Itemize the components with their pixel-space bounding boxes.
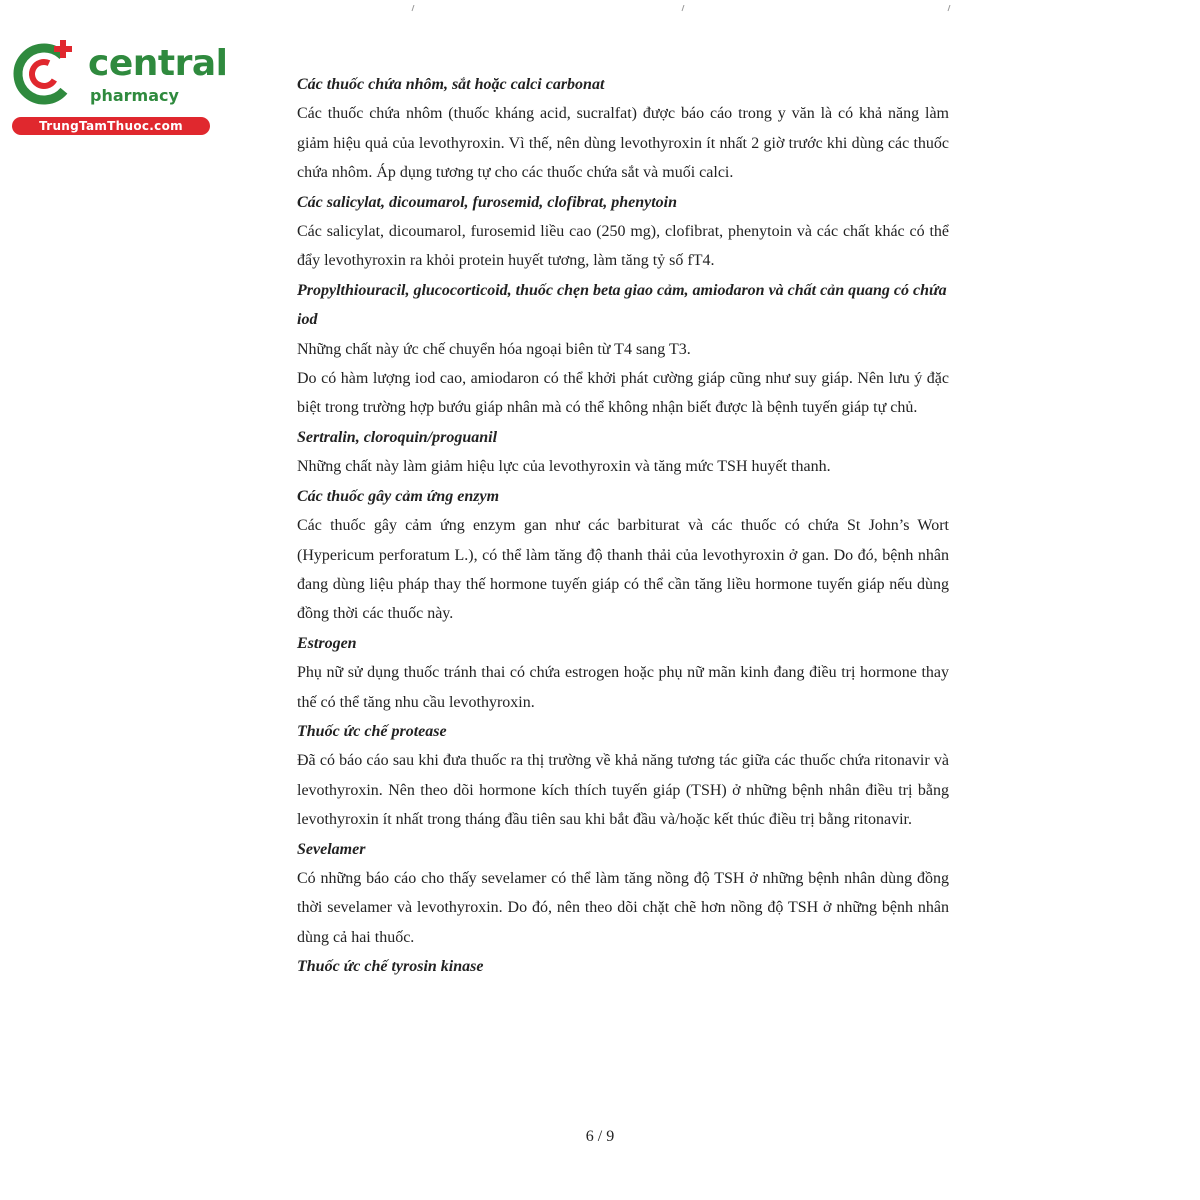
section-heading: Sevelamer bbox=[297, 840, 366, 858]
section-paragraph: Các thuốc chứa nhôm (thuốc kháng acid, sucralfat) được báo cáo trong y văn là có khả năng làm giảm hiệu quả của levothyroxin. Vì thế, nên dùng levothyroxin ít nhất 2 giờ trước khi dùng các thuốc chứa nhôm. Áp dụng tương tự cho các thuốc chứa sắt và muối calci. bbox=[297, 105, 949, 182]
section-heading: Sertralin, cloroquin/proguanil bbox=[297, 428, 498, 446]
logo-website-badge: TrungTamThuoc.com bbox=[12, 117, 210, 135]
section-heading: Thuốc ức chế protease bbox=[297, 722, 447, 740]
top-edge-marks-svg bbox=[0, 5, 1200, 13]
logo-subtitle: pharmacy bbox=[90, 86, 179, 105]
central-pharmacy-logo bbox=[8, 36, 228, 136]
section-heading: Các salicylat, dicoumarol, furosemid, clofibrat, phenytoin bbox=[297, 193, 677, 211]
section-paragraph: Phụ nữ sử dụng thuốc tránh thai có chứa estrogen hoặc phụ nữ mãn kinh đang điều trị hormone thay thế có thể tăng nhu cầu levothyroxin. bbox=[297, 664, 949, 711]
section-paragraph: Có những báo cáo cho thấy sevelamer có thể làm tăng nồng độ TSH ở những bệnh nhân dùng đồng thời sevelamer và levothyroxin. Do đó, nên theo dõi chặt chẽ hơn nồng độ TSH ở những bệnh nhân dùng cả hai thuốc. bbox=[297, 869, 949, 946]
section-paragraph: Những chất này ức chế chuyển hóa ngoại biên từ T4 sang T3. bbox=[297, 340, 691, 358]
section-paragraph: Các thuốc gây cảm ứng enzym gan như các barbiturat và các thuốc có chứa St John’s Wort (Hypericum perforatum L.), có thể làm tăng độ thanh thải của levothyroxin ở gan. Do đó, bệnh nhân đang dùng liệu pháp thay thế hormone tuyến giáp có thể cần tăng liều hormone tuyến giáp nếu dùng đồng thời các thuốc này. bbox=[297, 517, 949, 623]
section-paragraph: Những chất này làm giảm hiệu lực của levothyroxin và tăng mức TSH huyết thanh. bbox=[297, 458, 831, 476]
section-heading: Các thuốc chứa nhôm, sắt hoặc calci carbonat bbox=[297, 76, 605, 93]
section-heading: Estrogen bbox=[297, 634, 357, 652]
page-number: 6 / 9 bbox=[585, 1128, 615, 1145]
section-paragraph: Do có hàm lượng iod cao, amiodaron có thể khởi phát cường giáp cũng như suy giáp. Nên lưu ý đặc biệt trong trường hợp bướu giáp nhân mà có thể không nhận biết được là bệnh tuyến giáp tự chủ. bbox=[297, 370, 949, 417]
section-paragraph: Các salicylat, dicoumarol, furosemid liều cao (250 mg), clofibrat, phenytoin và các chất khác có thể đẩy levothyroxin ra khỏi protein huyết tương, làm tăng tỷ số fT4. bbox=[297, 223, 949, 270]
section-heading: Thuốc ức chế tyrosin kinase bbox=[297, 958, 484, 976]
section-heading: Các thuốc gây cảm ứng enzym bbox=[297, 487, 500, 505]
section-paragraph: Đã có báo cáo sau khi đưa thuốc ra thị trường về khả năng tương tác giữa các thuốc chứa ritonavir và levothyroxin. Nên theo dõi hormone kích thích tuyến giáp (TSH) ở những bệnh nhân điều trị bằng levothyroxin ít nhất trong tháng đầu tiên sau khi bắt đầu và/hoặc kết thúc điều trị bằng ritonavir. bbox=[297, 752, 949, 829]
document-body bbox=[297, 70, 949, 982]
top-edge-marks bbox=[0, 0, 1200, 8]
pharmacy-cross-icon bbox=[10, 36, 82, 108]
section-heading: Propylthiouracil, glucocorticoid, thuốc chẹn beta giao cảm, amiodaron và chất cản quang có chứa iod bbox=[297, 281, 947, 329]
logo-brand-name: central bbox=[88, 43, 228, 84]
